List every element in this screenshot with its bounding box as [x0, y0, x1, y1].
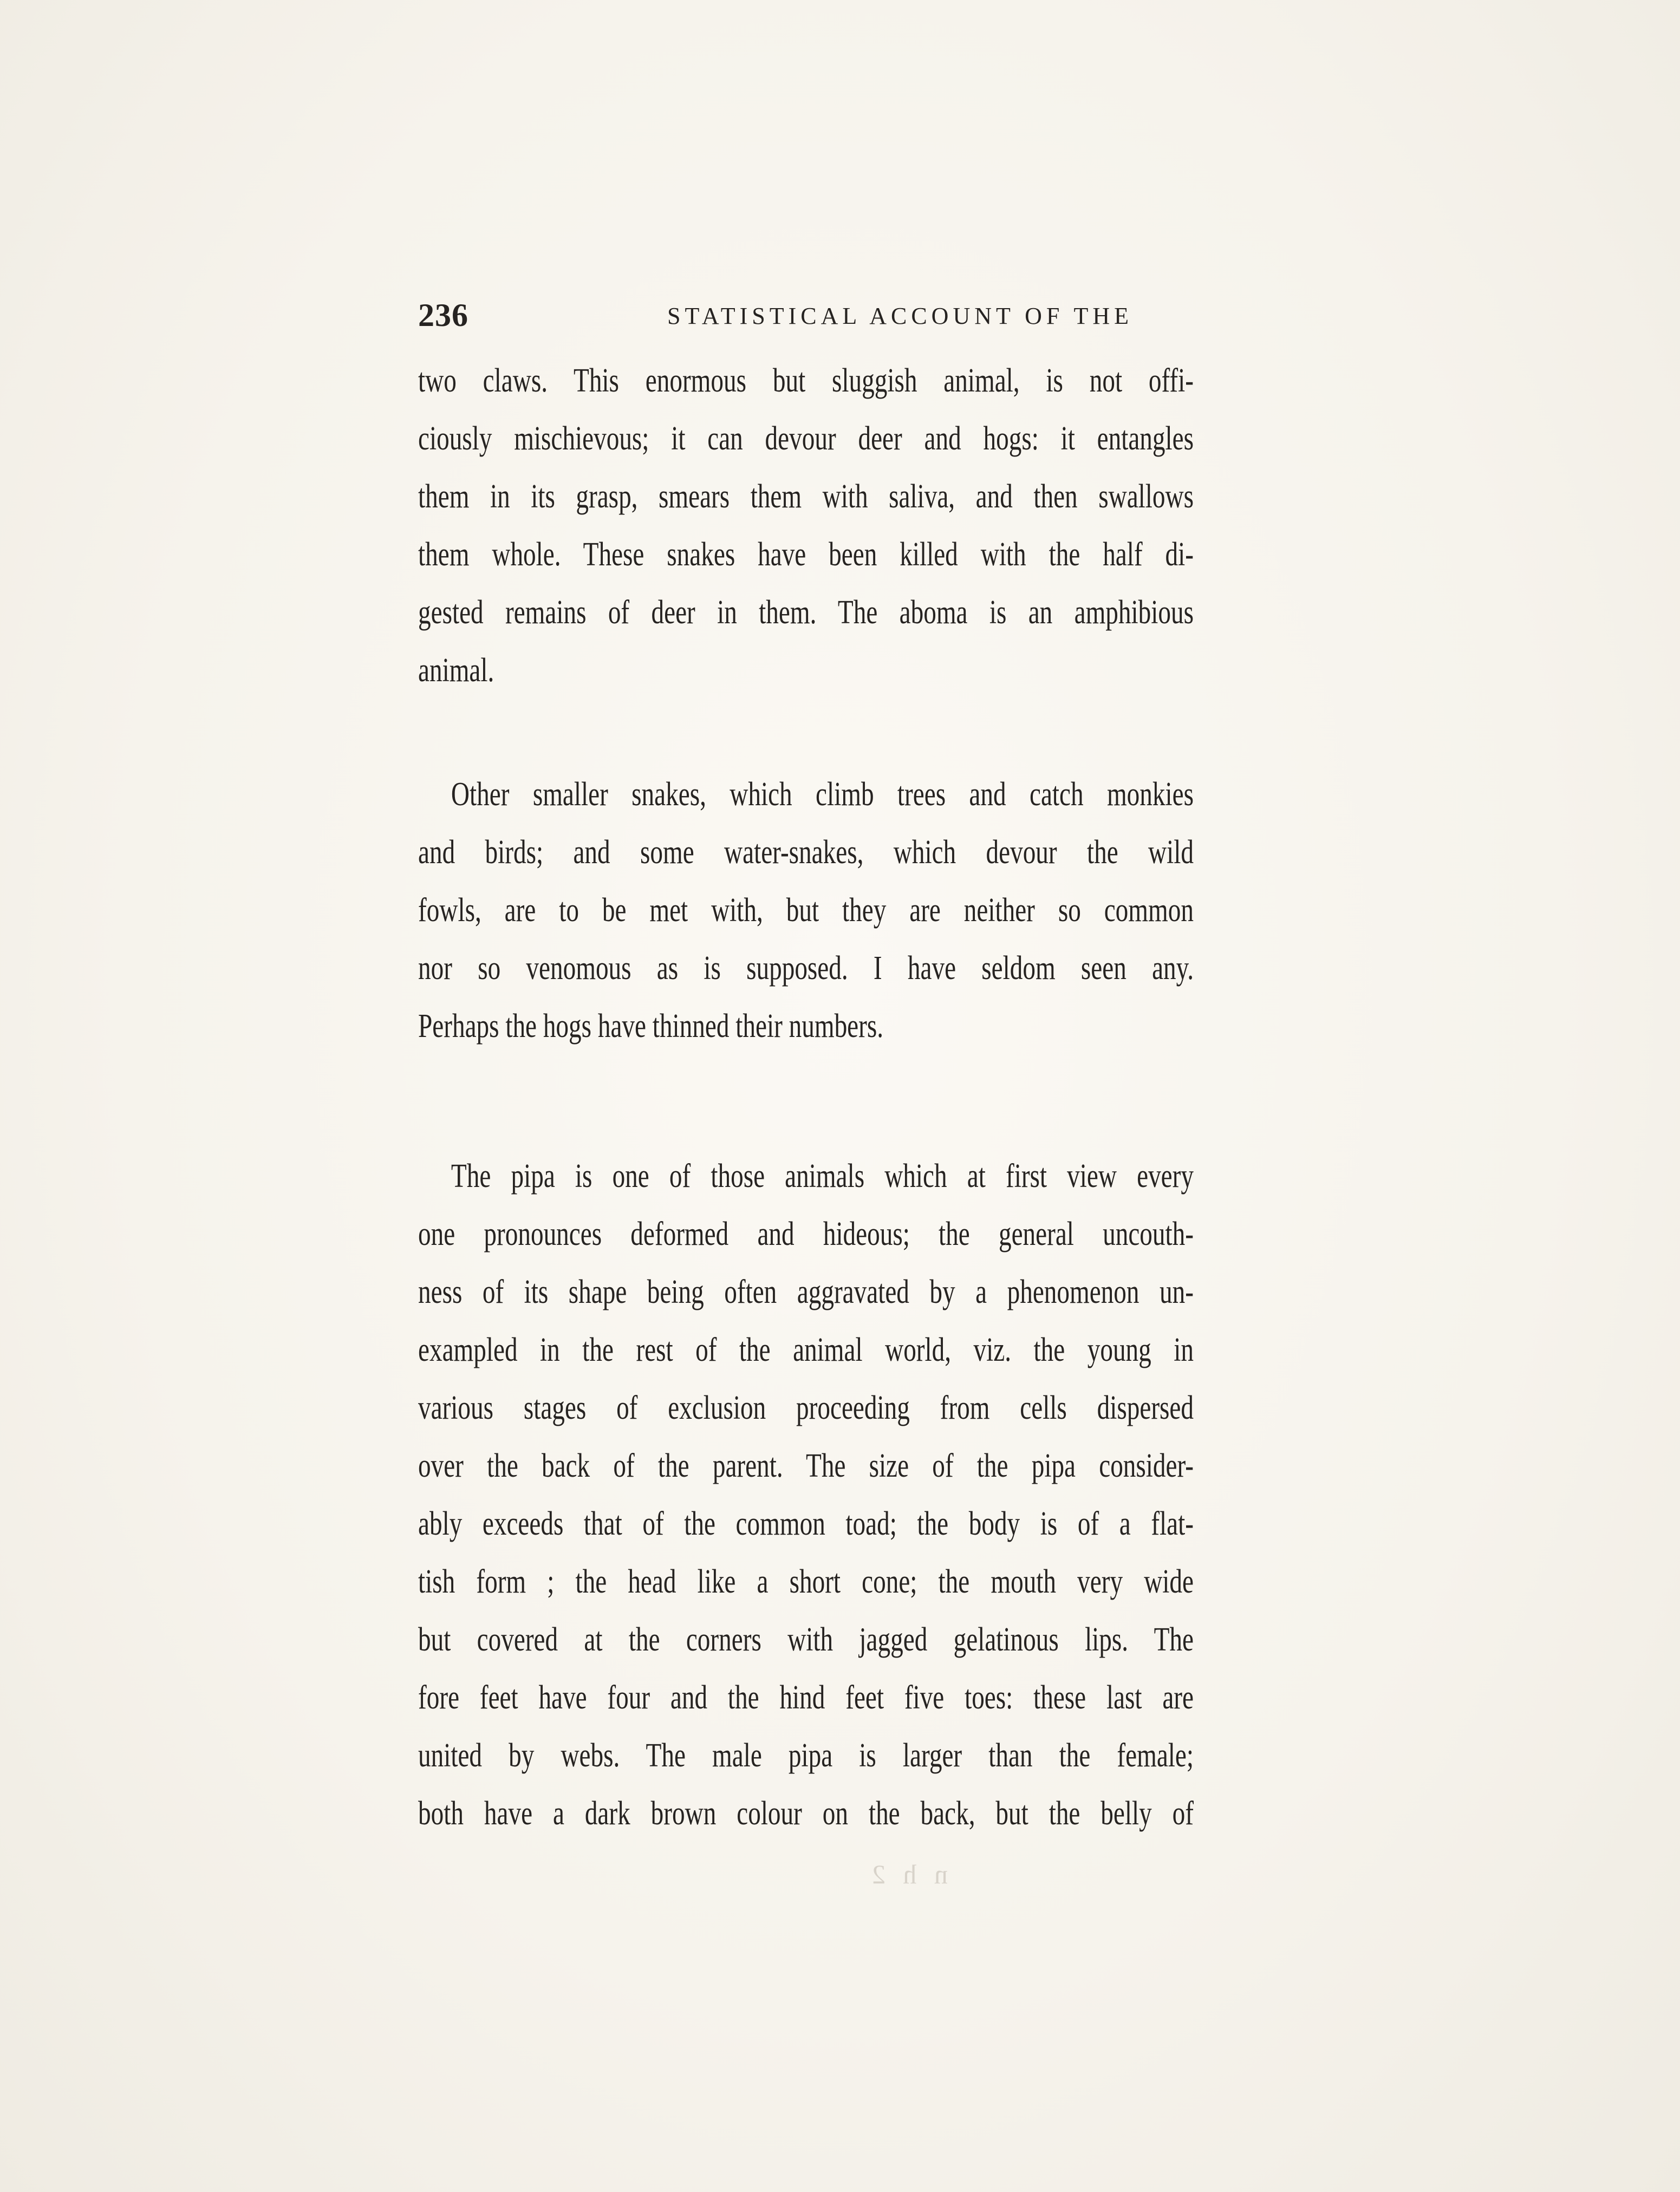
text-line: fowls, are to be met with, but they are neither so common [418, 892, 1194, 929]
text-line: The pipa is one of those animals which at first view every [451, 1158, 1194, 1195]
text-line: over the back of the parent. The size of the pipa consider- [418, 1447, 1194, 1484]
text-line: them in its grasp, smears them with saliva, and then swallows [418, 478, 1194, 515]
text-line: them whole. These snakes have been killed with the half di- [418, 536, 1194, 573]
text-line: one pronounces deformed and hideous; the general uncouth- [418, 1216, 1194, 1252]
text-line: ciously mischievous; it can devour deer and hogs: it entangles [418, 420, 1194, 457]
text-line: ness of its shape being often aggravated by a phenomenon un- [418, 1274, 1194, 1310]
text-line: united by webs. The male pipa is larger than the female; [418, 1737, 1194, 1774]
text-line: Other smaller snakes, which climb trees and catch monkies [451, 776, 1194, 813]
paragraph-gap [418, 700, 1194, 766]
text-line: fore feet have four and the hind feet five toes: these last are [418, 1679, 1194, 1716]
text-line: ably exceeds that of the common toad; the body is of a flat- [418, 1505, 1194, 1542]
paragraph-snakes [418, 766, 1194, 1055]
text-line: various stages of exclusion proceeding from cells dispersed [418, 1389, 1194, 1426]
text-line: and birds; and some water-snakes, which devour the wild [418, 834, 1194, 871]
page-header [418, 292, 1194, 341]
paragraph-pipa [418, 1147, 1194, 1843]
text-line: exampled in the rest of the animal world, viz. the young in [418, 1332, 1194, 1368]
text-line: two claws. This enormous but sluggish animal, is not offi- [418, 362, 1194, 399]
paragraph-aboma [418, 352, 1194, 700]
text-line: animal. [418, 652, 494, 689]
text-line: but covered at the corners with jagged gelatinous lips. The [418, 1621, 1194, 1658]
signature-mark: n h 2 [867, 1859, 948, 1889]
text-line: Perhaps the hogs have thinned their numbers. [418, 1008, 884, 1045]
text-line: nor so venomous as is supposed. I have seldom seen any. [418, 950, 1194, 987]
running-head: STATISTICAL ACCOUNT OF THE [667, 303, 1134, 329]
body-text [418, 352, 1194, 1843]
page-number: 236 [418, 297, 468, 333]
text-line: both have a dark brown colour on the back, but the belly of [418, 1795, 1194, 1832]
paragraph-gap [418, 1055, 1194, 1147]
text-line: gested remains of deer in them. The aboma is an amphibious [418, 594, 1194, 631]
text-line: tish form ; the head like a short cone; the mouth very wide [418, 1563, 1194, 1600]
